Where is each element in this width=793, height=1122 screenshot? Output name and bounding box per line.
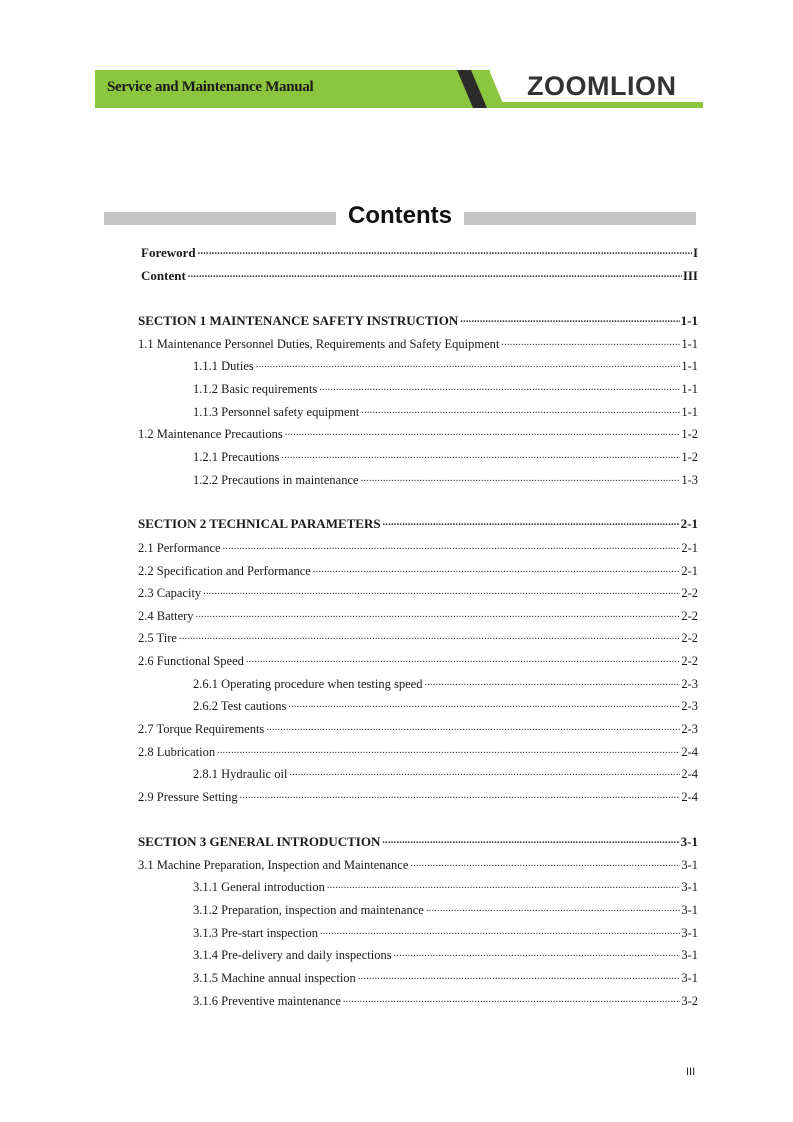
toc-entry-title: 3.1.3 Pre-start inspection bbox=[193, 926, 318, 940]
toc-entry-title: Foreword bbox=[141, 245, 196, 260]
toc-dot-leader bbox=[394, 945, 681, 959]
zoomlion-logo-icon bbox=[457, 70, 517, 108]
page-number: III bbox=[686, 1066, 696, 1078]
toc-entry-title: 3.1.2 Preparation, inspection and maintenance bbox=[193, 903, 424, 917]
heading-rule-left bbox=[104, 212, 336, 225]
toc-entry-page: 2-4 bbox=[681, 790, 698, 804]
toc-entry[interactable] bbox=[193, 877, 698, 895]
toc-dot-leader bbox=[288, 696, 680, 710]
toc-entry-title: 1.1.1 Duties bbox=[193, 359, 254, 373]
toc-entry-page: 2-2 bbox=[681, 586, 698, 600]
toc-dot-leader bbox=[246, 651, 680, 665]
toc-entry-title: 2.4 Battery bbox=[138, 609, 194, 623]
toc-entry-page: 1-1 bbox=[681, 359, 698, 373]
toc-entry-title: 3.1.1 General introduction bbox=[193, 880, 325, 894]
toc-dot-leader bbox=[223, 538, 681, 552]
toc-dot-leader bbox=[240, 787, 681, 801]
toc-entry[interactable] bbox=[193, 945, 698, 963]
toc-entry-title: 2.2 Specification and Performance bbox=[138, 564, 311, 578]
toc-entry-title: 2.6 Functional Speed bbox=[138, 654, 244, 668]
toc-entry-page: 2-2 bbox=[681, 631, 698, 645]
toc-entry-title: 2.7 Torque Requirements bbox=[138, 722, 265, 736]
toc-entry-title: 2.9 Pressure Setting bbox=[138, 790, 238, 804]
toc-entry-title: 3.1.5 Machine annual inspection bbox=[193, 971, 356, 985]
toc-entry-page: 3-1 bbox=[681, 971, 698, 985]
toc-dot-leader bbox=[203, 583, 680, 597]
toc-entry[interactable] bbox=[193, 447, 698, 465]
toc-dot-leader bbox=[343, 991, 680, 1005]
toc-dot-leader bbox=[319, 379, 680, 393]
toc-entry[interactable] bbox=[193, 900, 698, 918]
toc-dot-leader bbox=[501, 334, 680, 348]
toc-entry-page: 3-1 bbox=[680, 834, 698, 849]
toc-dot-leader bbox=[188, 266, 682, 280]
manual-title: Service and Maintenance Manual bbox=[107, 79, 314, 95]
toc-entry-page: 3-1 bbox=[681, 926, 698, 940]
toc-entry-title: 1.1.2 Basic requirements bbox=[193, 382, 318, 396]
toc-entry-page: 2-3 bbox=[681, 699, 698, 713]
toc-entry-page: 2-3 bbox=[681, 722, 698, 736]
toc-entry-page: 1-1 bbox=[680, 313, 698, 328]
contents-heading bbox=[104, 202, 696, 234]
toc-entry[interactable] bbox=[193, 923, 698, 941]
toc-dot-leader bbox=[256, 356, 681, 370]
toc-entry[interactable] bbox=[138, 628, 698, 646]
toc-entry-page: 1-1 bbox=[681, 405, 698, 419]
toc-entry[interactable] bbox=[138, 719, 698, 737]
toc-entry-title: 1.2 Maintenance Precautions bbox=[138, 427, 283, 441]
toc-entry-title: SECTION 1 MAINTENANCE SAFETY INSTRUCTION bbox=[138, 313, 459, 328]
toc-dot-leader bbox=[361, 470, 681, 484]
toc-entry-page: 1-2 bbox=[681, 450, 698, 464]
toc-entry[interactable] bbox=[138, 561, 698, 579]
toc-entry-title: 3.1 Machine Preparation, Inspection and Maintenance bbox=[138, 858, 409, 872]
toc-entry[interactable] bbox=[138, 311, 698, 329]
toc-dot-leader bbox=[217, 742, 680, 756]
toc-entry[interactable] bbox=[193, 764, 698, 782]
toc-dot-leader bbox=[426, 900, 680, 914]
toc-entry-title: 1.2.2 Precautions in maintenance bbox=[193, 473, 359, 487]
toc-dot-leader bbox=[424, 674, 680, 688]
toc-entry[interactable] bbox=[141, 266, 698, 284]
toc-entry-page: I bbox=[692, 245, 698, 260]
toc-entry[interactable] bbox=[138, 334, 698, 352]
toc-entry-page: 3-1 bbox=[681, 903, 698, 917]
toc-entry[interactable] bbox=[193, 379, 698, 397]
toc-entry-title: 1.1.3 Personnel safety equipment bbox=[193, 405, 360, 419]
toc-entry-title: 2.8 Lubrication bbox=[138, 745, 216, 759]
toc-entry-page: 1-3 bbox=[681, 473, 698, 487]
toc-dot-leader bbox=[358, 968, 681, 982]
toc-entry[interactable] bbox=[193, 696, 698, 714]
toc-dot-leader bbox=[179, 628, 680, 642]
toc-dot-leader bbox=[383, 514, 680, 528]
toc-entry[interactable] bbox=[138, 538, 698, 556]
toc-entry-page: 1-1 bbox=[681, 337, 698, 351]
toc-entry[interactable] bbox=[193, 356, 698, 374]
toc-dot-leader bbox=[196, 606, 681, 620]
toc-entry-page: 3-2 bbox=[681, 994, 698, 1008]
toc-dot-leader bbox=[289, 764, 680, 778]
toc-entry[interactable] bbox=[141, 243, 698, 261]
toc-entry[interactable] bbox=[138, 742, 698, 760]
toc-entry-page: III bbox=[682, 268, 698, 283]
toc-entry-title: 2.6.1 Operating procedure when testing speed bbox=[193, 677, 423, 691]
toc-entry-title: SECTION 3 GENERAL INTRODUCTION bbox=[138, 834, 381, 849]
toc-entry-title: 2.1 Performance bbox=[138, 541, 221, 555]
contents-title: Contents bbox=[348, 202, 452, 229]
toc-entry[interactable] bbox=[138, 424, 698, 442]
toc-entry-page: 2-3 bbox=[681, 677, 698, 691]
toc-entry[interactable] bbox=[138, 832, 698, 850]
toc-entry[interactable] bbox=[138, 606, 698, 624]
toc-dot-leader bbox=[361, 402, 680, 416]
toc-entry-page: 3-1 bbox=[681, 948, 698, 962]
toc-entry[interactable] bbox=[193, 968, 698, 986]
toc-entry[interactable] bbox=[138, 583, 698, 601]
toc-entry-page: 1-2 bbox=[681, 427, 698, 441]
toc-dot-leader bbox=[320, 923, 680, 937]
toc-dot-leader bbox=[198, 243, 692, 257]
toc-entry-page: 2-2 bbox=[681, 654, 698, 668]
toc-dot-leader bbox=[460, 311, 679, 325]
toc-dot-leader bbox=[266, 719, 680, 733]
toc-entry-page: 2-4 bbox=[681, 745, 698, 759]
page-header bbox=[95, 70, 703, 108]
toc-entry[interactable] bbox=[138, 787, 698, 805]
toc-entry-title: 2.3 Capacity bbox=[138, 586, 202, 600]
toc-dot-leader bbox=[382, 832, 679, 846]
toc-entry[interactable] bbox=[193, 402, 698, 420]
toc-entry[interactable] bbox=[193, 991, 698, 1009]
toc-entry-page: 2-4 bbox=[681, 767, 698, 781]
toc-entry-page: 3-1 bbox=[681, 858, 698, 872]
toc-entry[interactable] bbox=[138, 514, 698, 532]
toc-entry-title: 1.1 Maintenance Personnel Duties, Requirements and Safety Equipment bbox=[138, 337, 500, 351]
toc-entry-title: 3.1.4 Pre-delivery and daily inspections bbox=[193, 948, 392, 962]
toc-entry-title: 2.8.1 Hydraulic oil bbox=[193, 767, 288, 781]
toc-entry-page: 2-1 bbox=[681, 541, 698, 555]
toc-dot-leader bbox=[285, 424, 681, 438]
toc-entry-page: 3-1 bbox=[681, 880, 698, 894]
toc-entry[interactable] bbox=[138, 651, 698, 669]
toc-entry-title: 1.2.1 Precautions bbox=[193, 450, 280, 464]
toc-dot-leader bbox=[281, 447, 680, 461]
toc-entry-title: 2.6.2 Test cautions bbox=[193, 699, 287, 713]
toc-entry-title: Content bbox=[141, 268, 186, 283]
toc-entry-title: SECTION 2 TECHNICAL PARAMETERS bbox=[138, 516, 381, 531]
toc-entry-page: 1-1 bbox=[681, 382, 698, 396]
toc-entry[interactable] bbox=[193, 674, 698, 692]
toc-dot-leader bbox=[313, 561, 680, 575]
toc-entry-title: 3.1.6 Preventive maintenance bbox=[193, 994, 341, 1008]
toc-entry[interactable] bbox=[193, 470, 698, 488]
toc-dot-leader bbox=[327, 877, 680, 891]
toc-entry-title: 2.5 Tire bbox=[138, 631, 177, 645]
toc-entry-page: 2-1 bbox=[680, 516, 698, 531]
brand-logo-text: ZOOMLION bbox=[527, 71, 677, 101]
toc-entry-page: 2-2 bbox=[681, 609, 698, 623]
heading-rule-right bbox=[464, 212, 696, 225]
toc-entry-page: 2-1 bbox=[681, 564, 698, 578]
toc-dot-leader bbox=[410, 855, 680, 869]
toc-entry[interactable] bbox=[138, 855, 698, 873]
